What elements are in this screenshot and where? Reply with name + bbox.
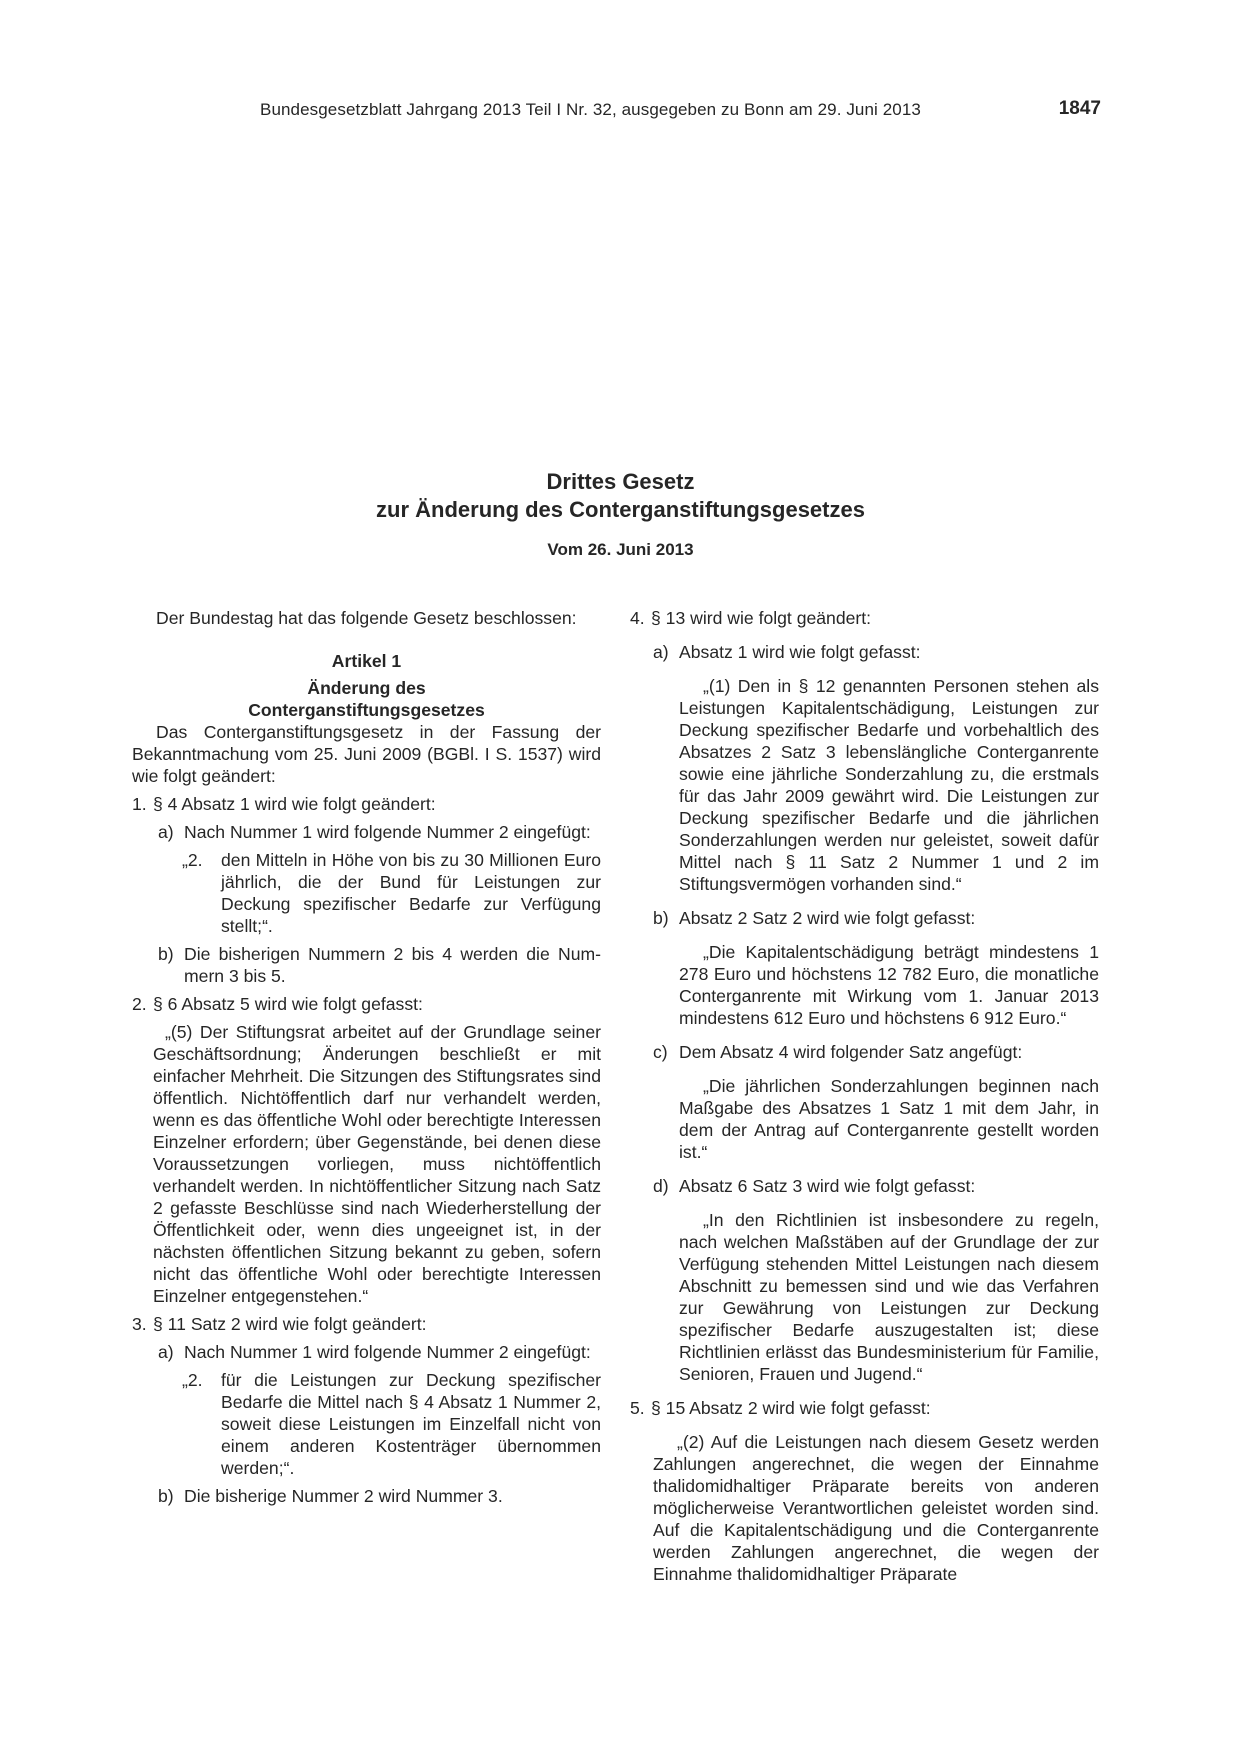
sub-item-1b [132, 943, 601, 987]
law-title [0, 468, 1241, 524]
sub-item-label: a) [158, 1342, 174, 1362]
item-text: § 11 Satz 2 wird wie folgt geändert: [153, 1314, 427, 1334]
page-header [132, 100, 1112, 124]
sub-item-text: Nach Nummer 1 wird folgende Nummer 2 eingefügt: [184, 822, 591, 842]
page-number: 1847 [1058, 98, 1101, 119]
item-text: § 6 Absatz 5 wird wie folgt gefasst: [153, 994, 423, 1014]
quoted-number-2b [132, 1369, 601, 1479]
item-text: § 13 wird wie folgt geändert: [651, 608, 872, 628]
quoted-number-text: den Mitteln in Höhe von bis zu 30 Millionen Euro jährlich, die der Bund für Leistungen zur Deckung spezifischer Bedarfe zur Verfügung stellt;“. [221, 850, 601, 936]
sub-item-3a [132, 1341, 601, 1363]
quoted-sentence-13-6: „In den Richtlinien ist insbesondere zu regeln, nach welchen Maßstäben auf der Grundlage der zur Verfügung stehenden Mittel Leistungen nach diesem Abschnitt zu bemessen sind und wie das Verfahren zur Gewährung von Leistungen zur Deckung spezifischer Bedarfe auszugestalten ist; diese Richtlinien erlässt das Bundesministerium für Familie, Senioren, Frauen und Jugend.“ [679, 1210, 1099, 1384]
law-title-line-2: zur Änderung des Conterganstiftungsgesetzes [376, 497, 865, 522]
running-title: Bundesgesetzblatt Jahrgang 2013 Teil I Nr. 32, ausgegeben zu Bonn am 29. Juni 2013 [260, 100, 921, 119]
sub-item-label: b) [653, 908, 669, 928]
quoted-sentence-13-2: „Die Kapitalentschädigung beträgt mindestens 1 278 Euro und höchstens 12 782 Euro, die monatliche Conterganrente mit Wirkung vom 1. Januar 2013 mindestens 612 Euro und höchstens 6 912 Euro.“ [679, 942, 1099, 1028]
sub-item-4c [653, 1041, 1099, 1063]
law-date: Vom 26. Juni 2013 [547, 540, 694, 559]
article-title-line-2: Conterganstiftungsgesetzes [248, 700, 485, 720]
law-title-line-1: Drittes Gesetz [546, 469, 695, 494]
article-label: Artikel 1 [331, 651, 402, 671]
item-number: 4. [630, 608, 645, 628]
sub-item-1a [132, 821, 601, 843]
item-text: § 15 Absatz 2 wird wie folgt gefasst: [651, 1398, 931, 1418]
amendment-item-1 [132, 793, 601, 815]
item-text: § 4 Absatz 1 wird wie folgt geändert: [153, 794, 436, 814]
quoted-paragraph-6-5: „(5) Der Stiftungsrat arbeitet auf der Grundlage seiner Geschäftsordnung; Änderungen beschließt er mit einfacher Mehrheit. Die Sitzungen des Stiftungsrates sind öffentlich. Nichtöffentlich darf nur verhandelt werden, wenn es das öffentliche Wohl oder berechtigte Interessen Einzelner erfordern; über Gegenstände, bei denen diese Voraussetzungen vorliegen, muss nichtöffentlich verhandelt werden. In nichtöffentlicher Sitzung nach Satz 2 gefasste Beschlüsse sind nach Wiederherstellung der Öffentlichkeit oder, wenn dies ungeeignet ist, in der nächsten öffentlichen Sitzung bekannt zu geben, sofern nicht das öffentliche Wohl oder berechtigte Interessen Einzelner entgegenstehen.“ [153, 1022, 601, 1306]
sub-item-text: Absatz 2 Satz 2 wird wie folgt gefasst: [679, 908, 976, 928]
quoted-number-2 [132, 849, 601, 937]
item-number: 5. [630, 1398, 645, 1418]
article-title-line-1: Änderung des [307, 678, 426, 698]
quoted-number-label: „2. [182, 1370, 203, 1390]
sub-item-4d [653, 1175, 1099, 1197]
enacting-clause: Der Bundestag hat das folgende Gesetz beschlossen: [156, 608, 577, 628]
item-number: 1. [132, 794, 147, 814]
sub-item-text: Absatz 6 Satz 3 wird wie folgt gefasst: [679, 1176, 976, 1196]
amendment-item-2 [132, 993, 601, 1015]
sub-item-4b [653, 907, 1099, 929]
sub-item-label: a) [653, 642, 669, 662]
amendment-item-5 [630, 1397, 1099, 1419]
quoted-paragraph-15-2: „(2) Auf die Leistungen nach diesem Gesetz werden Zahlungen angerechnet, die wegen der Einnahme thalidomidhaltiger Präparate bereits von anderen möglicherweise Verantwortlichen geleistet worden sind. Auf die Kapitalentschädigung und die Conterganrente werden Zahlungen angerechnet, die wegen der Einnahme thalidomidhaltiger Präparate [653, 1432, 1099, 1584]
sub-item-text: Die bisherige Nummer 2 wird Nummer 3. [184, 1486, 503, 1506]
sub-item-3b [132, 1485, 601, 1507]
quoted-sentence-13-4: „Die jährlichen Sonderzahlungen beginnen nach Maßgabe des Absatzes 1 Satz 1 mit dem Jahr, in dem der Antrag auf Conterganrente gestellt worden ist.“ [679, 1076, 1099, 1162]
article-intro: Das Conterganstiftungsgesetz in der Fassung der Bekanntmachung vom 25. Juni 2009 (BGBl. I S. 1537) wird wie folgt geändert: [132, 722, 601, 786]
sub-item-text: Dem Absatz 4 wird folgender Satz angefügt: [679, 1042, 1023, 1062]
sub-item-label: b) [158, 944, 174, 964]
item-number: 3. [132, 1314, 147, 1334]
sub-item-label: a) [158, 822, 174, 842]
sub-item-text: Absatz 1 wird wie folgt gefasst: [679, 642, 921, 662]
right-column [630, 607, 1099, 1585]
sub-item-label: b) [158, 1486, 174, 1506]
sub-item-label: c) [653, 1042, 668, 1062]
left-column [132, 607, 601, 1507]
quoted-number-text: für die Leistungen zur Deckung spezifischer Bedarfe die Mittel nach § 4 Absatz 1 Nummer 2, soweit diese Leistungen im Einzelfall nicht von einem anderen Kostenträger übernommen werden;“. [221, 1370, 601, 1478]
amendment-item-4 [630, 607, 1099, 629]
quoted-number-label: „2. [182, 850, 203, 870]
quoted-paragraph-13-1: „(1) Den in § 12 genannten Personen stehen als Leistungen Kapitalentschädigung, Leistungen zur Deckung spezifischer Bedarfe und vorbehaltlich des Absatzes 2 Satz 3 lebenslängliche Conterganrente sowie eine jährliche Sonderzahlung zu, die erstmals für das Jahr 2009 gewährt wird. Die Leistungen zur Deckung spezifischer Bedarfe und die jährlichen Sonderzahlungen werden nur geleistet, soweit dafür Mittel nach § 11 Satz 2 Nummer 1 und 2 im Stiftungsvermögen vorhanden sind.“ [679, 676, 1099, 894]
item-number: 2. [132, 994, 147, 1014]
sub-item-4a [653, 641, 1099, 663]
sub-item-text: Nach Nummer 1 wird folgende Nummer 2 eingefügt: [184, 1342, 591, 1362]
sub-item-label: d) [653, 1176, 669, 1196]
amendment-item-3 [132, 1313, 601, 1335]
sub-item-text: Die bisherigen Nummern 2 bis 4 werden die Nummern 3 bis 5. [184, 944, 601, 986]
